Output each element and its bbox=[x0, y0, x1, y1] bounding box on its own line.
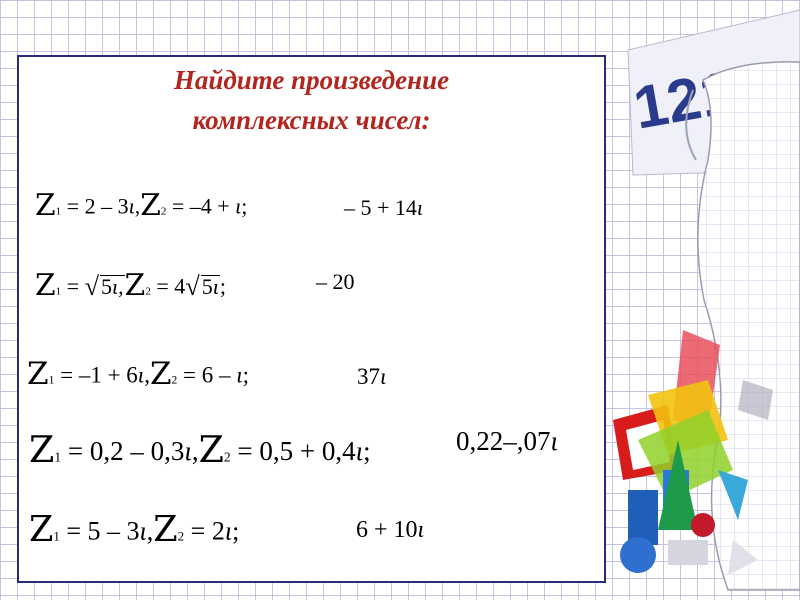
problem-4-answer: 0,22–,07ι bbox=[456, 426, 559, 456]
problem-5-answer: 6 + 10ι bbox=[356, 517, 425, 543]
slide-title-line-1: Найдите произведение bbox=[173, 65, 450, 95]
problem-3-formula: Z1 = –1 + 6ι,Z2 = 6 – ι; bbox=[27, 356, 250, 392]
problem-row-5 bbox=[19, 502, 604, 562]
problem-row-3 bbox=[19, 345, 604, 405]
slide-title-line-2: комплексных чисел: bbox=[192, 105, 431, 135]
problem-4-formula: Z1 = 0,2 – 0,3ι,Z2 = 0,5 + 0,4ι; bbox=[29, 428, 371, 471]
problem-1-formula: Z1 = 2 – 3ι,Z2 = –4 + ι; bbox=[35, 188, 248, 223]
problem-row-4 bbox=[19, 422, 604, 482]
problem-2-formula: Z1 = √5ι,Z2 = 4√5ι; bbox=[35, 268, 226, 303]
slide-panel bbox=[17, 55, 606, 583]
problem-5-formula: Z1 = 5 – 3ι,Z2 = 2ι; bbox=[29, 509, 240, 550]
problem-2-answer: – 20 bbox=[316, 269, 355, 294]
problem-3-answer: 37ι bbox=[357, 364, 387, 389]
decorative-illustration bbox=[608, 0, 800, 600]
problem-row-1 bbox=[19, 177, 604, 237]
problem-1-answer: – 5 + 14ι bbox=[344, 195, 424, 220]
problem-row-2 bbox=[19, 257, 604, 317]
